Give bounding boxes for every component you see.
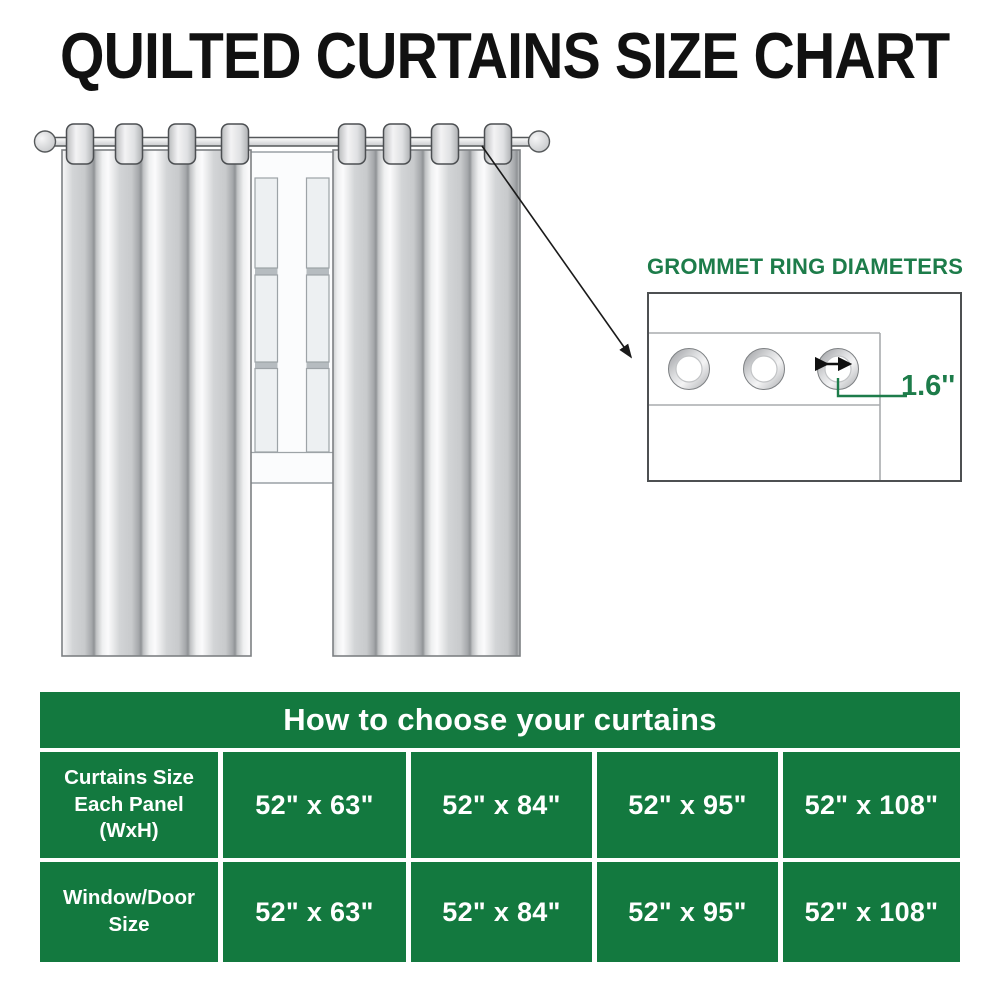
window-size-4: 52" x 108" <box>783 862 960 962</box>
window-size-3: 52" x 95" <box>597 862 778 962</box>
grommet-callout-heading: GROMMET RING DIAMETERS <box>647 254 964 279</box>
row-label-window-door-size: Window/Door Size <box>40 862 218 962</box>
size-table-title: How to choose your curtains <box>40 692 960 748</box>
window-size-1: 52" x 63" <box>223 862 406 962</box>
grommet-ring-2 <box>744 349 785 390</box>
grommet-diameter-value: 1.6'' <box>901 370 956 402</box>
rod-finial-right <box>529 131 550 152</box>
size-table <box>40 692 960 962</box>
rod-finial-left <box>35 131 56 152</box>
window <box>247 152 338 483</box>
row-label-curtains-size: Curtains Size Each Panel (WxH) <box>40 752 218 858</box>
panel-size-2: 52" x 84" <box>411 752 592 858</box>
page-title: QUILTED CURTAINS SIZE CHART <box>60 19 950 92</box>
panel-size-4: 52" x 108" <box>783 752 960 858</box>
curtain-panel-right <box>333 150 520 656</box>
grommet-ring-1 <box>669 349 710 390</box>
panel-size-3: 52" x 95" <box>597 752 778 858</box>
curtain-panel-left <box>62 150 251 656</box>
curtain-rod <box>35 131 550 152</box>
window-size-2: 52" x 84" <box>411 862 592 962</box>
panel-size-1: 52" x 63" <box>223 752 406 858</box>
